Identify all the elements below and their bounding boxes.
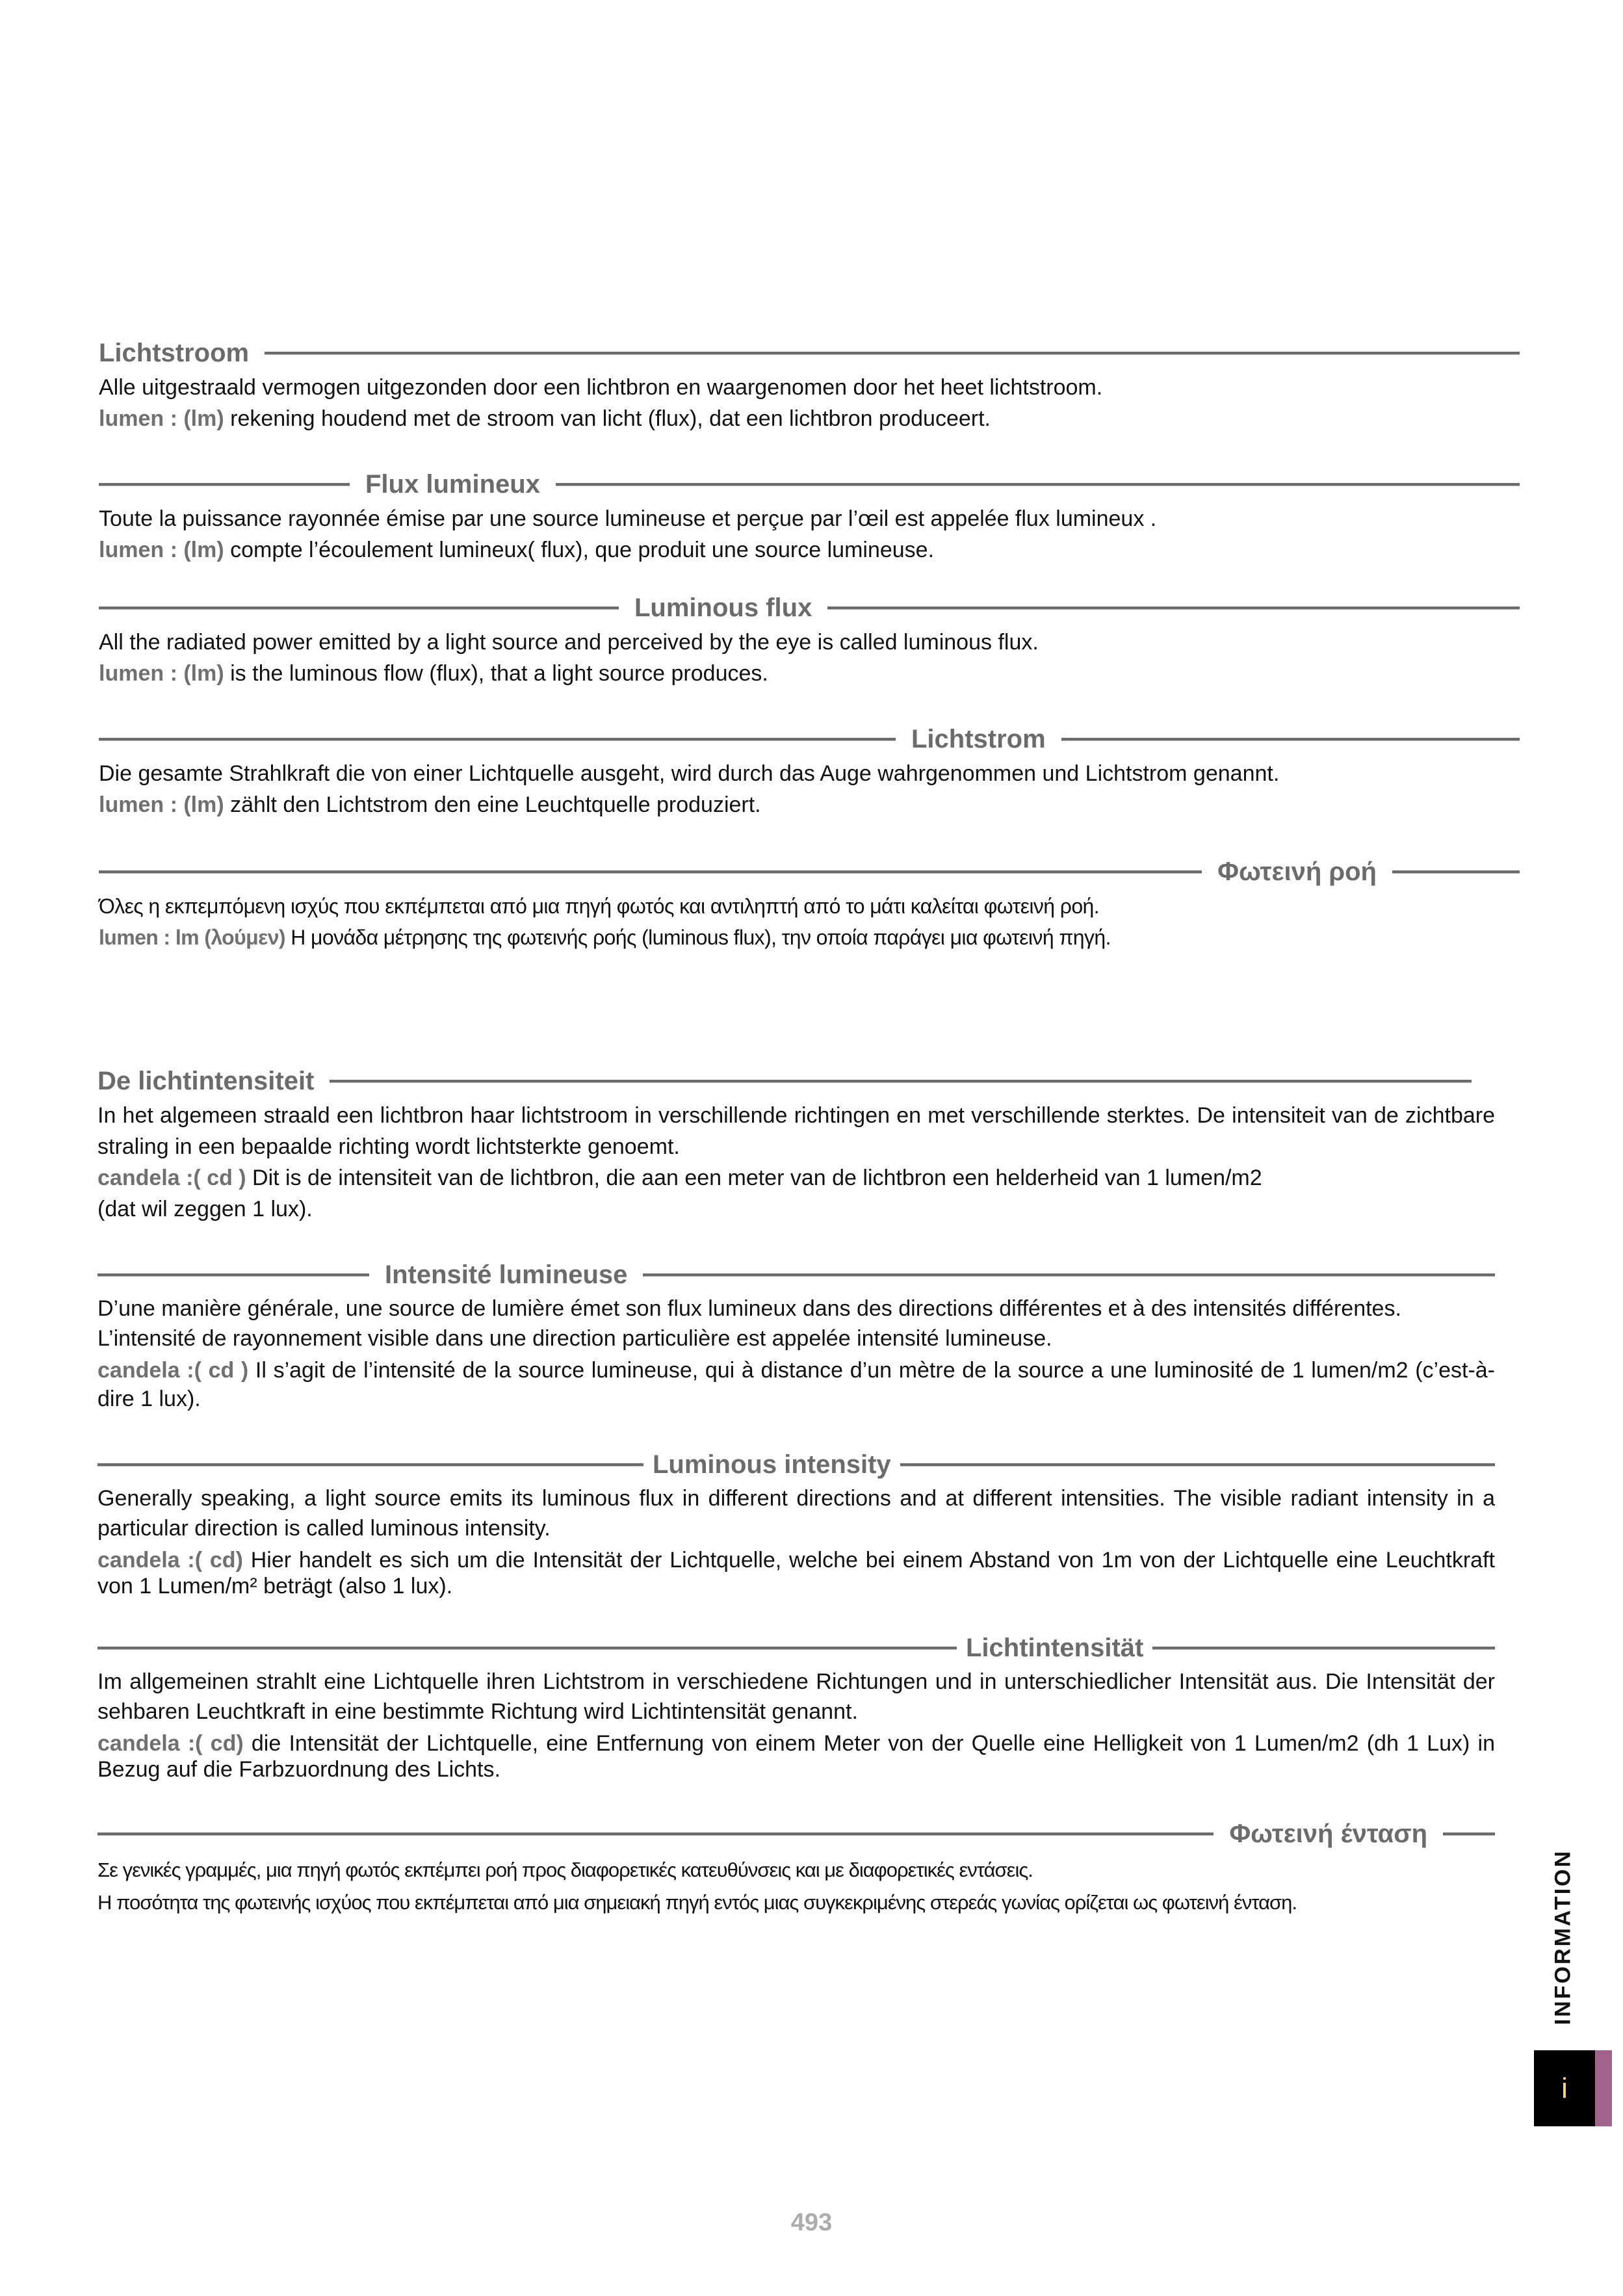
header-rule-left bbox=[97, 1273, 369, 1277]
definition-text-2: Η ποσότητα της φωτεινής ισχύος που εκπέμπεται από μια σημειακή πηγή εντός μιας συγκεκριμένης στερεάς γωνίας ορίζεται ως φωτεινή ένταση. bbox=[97, 1891, 1297, 1914]
section-title: Luminous flux bbox=[634, 593, 812, 622]
header-rule-right bbox=[827, 607, 1520, 610]
header-rule-left bbox=[97, 1647, 957, 1650]
unit-text: Dit is de intensiteit van de lichtbron, die aan een meter van de lichtbron een helderheid van 1 lumen/m2 bbox=[246, 1166, 1262, 1190]
section-lichtstroom-nl bbox=[99, 337, 1520, 434]
definition-text: Toute la puissance rayonnée émise par une source lumineuse et perçue par l’œil est appelée flux lumineux . bbox=[99, 506, 1157, 531]
unit-label: lumen : (lm) bbox=[99, 406, 224, 431]
unit-text: rekening houdend met de stroom van licht (flux), dat een lichtbron produceert. bbox=[224, 406, 991, 431]
section-header bbox=[99, 855, 1520, 888]
definition-text: Όλες η εκπεμπόμενη ισχύς που εκπέμπεται από μια πηγή φωτός και αντιληπτή από το μάτι καλείται φωτεινή ροή. bbox=[99, 894, 1100, 918]
header-rule-right bbox=[1061, 738, 1520, 741]
section-title: Φωτεινή ένταση bbox=[1229, 1819, 1427, 1848]
section-title: Φωτεινή ροή bbox=[1217, 857, 1377, 886]
header-rule-left bbox=[99, 870, 1202, 874]
section-tab-label bbox=[1547, 1849, 1579, 2026]
definition-text: All the radiated power emitted by a light source and perceived by the eye is called luminous flux. bbox=[99, 630, 1039, 655]
unit-label: lumen : (lm) bbox=[99, 538, 224, 562]
section-header bbox=[99, 592, 1520, 624]
unit-text: compte l’écoulement lumineux( flux), que produit une source lumineuse. bbox=[224, 538, 935, 562]
section-header bbox=[97, 1448, 1495, 1481]
unit-text: Η μονάδα μέτρησης της φωτεινής ροής (luminous flux), την οποία παράγει μια φωτεινή πηγή. bbox=[285, 926, 1111, 949]
section-foteini-entasi-el bbox=[97, 1818, 1495, 1919]
section-foteini-roi-el bbox=[99, 855, 1520, 953]
section-header bbox=[99, 723, 1520, 755]
definition-text: Σε γενικές γραμμές, μια πηγή φωτός εκπέμπει ροή προς διαφορετικές κατευθύνσεις και με διαφορετικές εντάσεις. bbox=[97, 1859, 1033, 1881]
header-rule bbox=[330, 1080, 1472, 1083]
unit-text: zählt den Lichtstrom den eine Leuchtquelle produziert. bbox=[224, 792, 761, 817]
section-title: Intensité lumineuse bbox=[385, 1260, 628, 1289]
unit-label: candela :( cd) bbox=[97, 1731, 244, 1756]
definition-text-2: L’intensité de rayonnement visible dans une direction particulière est appelée intensité lumineuse. bbox=[97, 1326, 1052, 1351]
section-header bbox=[99, 337, 1520, 369]
section-lichtintensiteit-nl bbox=[97, 1065, 1495, 1225]
unit-label: lumen : (lm) bbox=[99, 661, 224, 686]
header-rule-left bbox=[99, 607, 619, 610]
unit-text: die Intensität der Lichtquelle, eine Entfernung von einem Meter von der Quelle eine Helligkeit von 1 Lumen/m2 (dh 1 Lux) in Bezug auf die Farbzuordnung des Lichts. bbox=[97, 1731, 1495, 1782]
unit-text: Il s’agit de l’intensité de la source lumineuse, qui à distance d’un mètre de la source a une luminosité de 1 lumen/m2 (c’est-à-dire 1 lux). bbox=[97, 1358, 1496, 1411]
section-title: Luminous intensity bbox=[653, 1450, 891, 1479]
section-title: Lichtintensität bbox=[966, 1633, 1144, 1662]
unit-label: candela :( cd ) bbox=[97, 1358, 249, 1383]
section-luminous-intensity-en bbox=[97, 1448, 1495, 1599]
section-tab-text: INFORMATION bbox=[1550, 1849, 1576, 2026]
unit-text: is the luminous flow (flux), that a light source produces. bbox=[224, 661, 768, 686]
tab-color-strip bbox=[1595, 2050, 1612, 2126]
page-number: 493 bbox=[790, 2209, 833, 2236]
header-rule-right bbox=[900, 1463, 1495, 1467]
section-header bbox=[97, 1632, 1495, 1664]
unit-label: lumen : lm (λούμεν) bbox=[99, 926, 285, 949]
section-lichtstrom-de bbox=[99, 723, 1520, 820]
section-title: De lichtintensiteit bbox=[97, 1066, 315, 1095]
header-rule-left bbox=[99, 738, 896, 741]
section-flux-lumineux-fr bbox=[99, 468, 1520, 566]
section-header bbox=[97, 1818, 1495, 1850]
info-icon: i bbox=[1561, 2072, 1568, 2104]
unit-label: lumen : (lm) bbox=[99, 792, 224, 817]
section-title: Lichtstrom bbox=[911, 724, 1046, 753]
section-luminous-flux-en bbox=[99, 592, 1520, 689]
header-rule-right bbox=[643, 1273, 1495, 1277]
section-header bbox=[99, 468, 1520, 501]
header-rule-right bbox=[1443, 1833, 1495, 1836]
unit-text-continued: (dat wil zeggen 1 lux). bbox=[97, 1197, 313, 1221]
definition-text: D’une manière générale, une source de lumière émet son flux lumineux dans des directions différentes et à des intensités différentes. bbox=[97, 1296, 1401, 1321]
definition-text: Die gesamte Strahlkraft die von einer Lichtquelle ausgeht, wird durch das Auge wahrgenommen und Lichtstrom genannt. bbox=[99, 761, 1280, 786]
header-rule-right bbox=[1392, 870, 1520, 874]
header-rule-left bbox=[97, 1833, 1214, 1836]
header-rule-right bbox=[556, 483, 1520, 486]
section-lichtintensitaet-de bbox=[97, 1632, 1495, 1782]
unit-label: candela :( cd) bbox=[97, 1548, 243, 1572]
info-tab-box bbox=[1534, 2050, 1595, 2126]
header-rule-left bbox=[99, 483, 350, 486]
definition-text: Im allgemeinen strahlt eine Lichtquelle ihren Lichtstrom in verschiedene Richtungen und in unterschiedlicher Intensität aus. Die Intensität der sehbaren Leuchtkraft in eine bestimmte Richtung wird Lichtintensität genannt. bbox=[97, 1669, 1495, 1724]
definition-text: Generally speaking, a light source emits its luminous flux in different directions and at different intensities. The visible radiant intensity in a particular direction is called luminous intensity. bbox=[97, 1486, 1495, 1541]
section-intensite-lumineuse-fr bbox=[97, 1259, 1495, 1413]
section-header bbox=[97, 1065, 1495, 1097]
header-rule bbox=[265, 352, 1520, 355]
definition-text: Alle uitgestraald vermogen uitgezonden door een lichtbron en waargenomen door het heet lichtstroom. bbox=[99, 375, 1103, 400]
header-rule-left bbox=[97, 1463, 643, 1467]
header-rule-right bbox=[1152, 1647, 1495, 1650]
unit-label: candela :( cd ) bbox=[97, 1166, 246, 1190]
definition-text: In het algemeen straald een lichtbron haar lichtstroom in verschillende richtingen en met verschillende sterktes. De intensiteit van de zichtbare straling in een bepaalde richting wordt lichtsterkte genoemt. bbox=[97, 1103, 1495, 1159]
section-title: Lichtstroom bbox=[99, 338, 250, 367]
section-header bbox=[97, 1259, 1495, 1291]
section-title: Flux lumineux bbox=[365, 469, 540, 499]
unit-text: Hier handelt es sich um die Intensität der Lichtquelle, welche bei einem Abstand von 1m von der Lichtquelle eine Leuchtkraft von 1 Lumen/m² beträgt (also 1 lux). bbox=[97, 1548, 1495, 1598]
